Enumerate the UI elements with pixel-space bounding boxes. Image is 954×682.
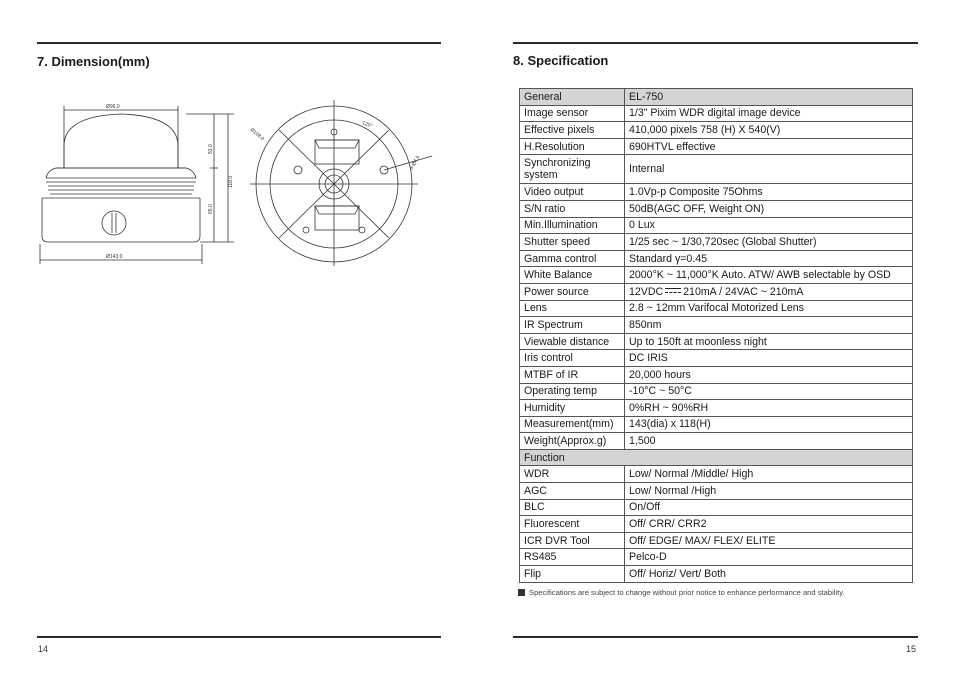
spec-key: AGC (520, 483, 625, 500)
spec-key: Fluorescent (520, 516, 625, 533)
spec-value: Standard γ=0.45 (625, 250, 913, 267)
spec-key: Flip (520, 566, 625, 583)
spec-value: 1/25 sec ~ 1/30,720sec (Global Shutter) (625, 234, 913, 251)
table-row (520, 532, 913, 549)
table-row (520, 566, 913, 583)
spec-value: Internal (625, 155, 913, 184)
spec-value-part: 12VDC (629, 285, 664, 298)
table-row (520, 400, 913, 417)
dim-angle: 120° (361, 120, 374, 130)
table-row (520, 105, 913, 122)
dim-dome-height: 53.0 (208, 144, 214, 154)
left-top-rule (37, 42, 441, 44)
table-row (520, 234, 913, 251)
table-row (520, 499, 913, 516)
spec-key: Iris control (520, 350, 625, 367)
spec-key: Effective pixels (520, 122, 625, 139)
spec-value: 850nm (625, 317, 913, 334)
spec-value: Off/ EDGE/ MAX/ FLEX/ ELITE (625, 532, 913, 549)
spec-value: 0%RH ~ 90%RH (625, 400, 913, 417)
dim-base-width: Ø143.0 (106, 254, 123, 260)
left-bottom-rule (37, 636, 441, 638)
dim-total-height: 118.0 (228, 175, 234, 188)
spec-value: 50dB(AGC OFF, Weight ON) (625, 200, 913, 217)
table-row (520, 433, 913, 450)
specification-table (519, 88, 913, 583)
spec-key: Image sensor (520, 105, 625, 122)
page-number-left: 14 (38, 644, 49, 654)
footnote (518, 588, 845, 597)
specification-heading: 8. Specification (513, 53, 609, 68)
spec-key: Operating temp (520, 383, 625, 400)
spec-model-value: EL-750 (625, 89, 913, 106)
spec-value: Low/ Normal /High (625, 483, 913, 500)
table-row (520, 366, 913, 383)
spec-key: IR Spectrum (520, 317, 625, 334)
table-row (520, 138, 913, 155)
table-row (520, 317, 913, 334)
spec-value: On/Off (625, 499, 913, 516)
spec-key: Weight(Approx.g) (520, 433, 625, 450)
spec-value: 20,000 hours (625, 366, 913, 383)
spec-key: Measurement(mm) (520, 416, 625, 433)
table-row (520, 283, 913, 300)
spec-key: Shutter speed (520, 234, 625, 251)
spec-key: RS485 (520, 549, 625, 566)
dimension-heading: 7. Dimension(mm) (37, 54, 150, 69)
spec-value: Pelco-D (625, 549, 913, 566)
spec-value: DC IRIS (625, 350, 913, 367)
table-row (520, 217, 913, 234)
table-row (520, 300, 913, 317)
spec-value: 1.0Vp-p Composite 75Ohms (625, 184, 913, 201)
spec-key: MTBF of IR (520, 366, 625, 383)
spec-value (625, 283, 913, 300)
spec-value: 143(dia) x 118(H) (625, 416, 913, 433)
spec-value: -10°C ~ 50°C (625, 383, 913, 400)
right-top-rule (513, 42, 918, 44)
right-bottom-rule (513, 636, 918, 638)
spec-key: Gamma control (520, 250, 625, 267)
dimension-drawing (36, 96, 436, 266)
table-row (520, 122, 913, 139)
spec-value: 1,500 (625, 433, 913, 450)
spec-key: Power source (520, 283, 625, 300)
spec-key: S/N ratio (520, 200, 625, 217)
spec-value: 410,000 pixels 758 (H) X 540(V) (625, 122, 913, 139)
spec-value: 2.8 ~ 12mm Varifocal Motorized Lens (625, 300, 913, 317)
spec-value: 1/3" Pixim WDR digital image device (625, 105, 913, 122)
spec-section-general (520, 89, 913, 106)
table-row (520, 466, 913, 483)
spec-key: Humidity (520, 400, 625, 417)
spec-value: Low/ Normal /Middle/ High (625, 466, 913, 483)
spec-value: Up to 150ft at moonless night (625, 333, 913, 350)
table-row (520, 333, 913, 350)
table-row (520, 516, 913, 533)
spec-section-function (520, 449, 913, 466)
spec-key: ICR DVR Tool (520, 532, 625, 549)
table-row (520, 383, 913, 400)
spec-key: WDR (520, 466, 625, 483)
table-row (520, 250, 913, 267)
page-number-right: 15 (906, 644, 917, 654)
spec-value: 690HTVL effective (625, 138, 913, 155)
spec-value-part: 210mA / 24VAC ~ 210mA (683, 285, 804, 298)
spec-value: 0 Lux (625, 217, 913, 234)
dim-holes: 3-Ø4.5 (408, 154, 422, 171)
bullet-square-icon (518, 589, 525, 596)
footnote-text: Specifications are subject to change without prior notice to enhance performance and stability. (529, 588, 845, 597)
dim-outer-diameter: Ø108.0 (248, 126, 266, 143)
spec-key: White Balance (520, 267, 625, 284)
spec-value: Off/ CRR/ CRR2 (625, 516, 913, 533)
table-row (520, 416, 913, 433)
spec-section-label: General (520, 89, 625, 106)
table-row (520, 155, 913, 184)
table-row (520, 350, 913, 367)
spec-value: Off/ Horiz/ Vert/ Both (625, 566, 913, 583)
dim-top-width: Ø96.0 (106, 104, 120, 110)
table-row (520, 200, 913, 217)
spec-key: Viewable distance (520, 333, 625, 350)
table-row (520, 483, 913, 500)
spec-key: Lens (520, 300, 625, 317)
table-row (520, 184, 913, 201)
spec-key: H.Resolution (520, 138, 625, 155)
table-row (520, 267, 913, 284)
spec-key: Synchronizing system (520, 155, 625, 184)
spec-key: BLC (520, 499, 625, 516)
spec-key: Min.Illumination (520, 217, 625, 234)
spec-key: Video output (520, 184, 625, 201)
table-row (520, 549, 913, 566)
spec-section-label: Function (520, 449, 913, 466)
dim-base-height: 65.0 (208, 204, 214, 214)
spec-value: 2000°K ~ 11,000°K Auto. ATW/ AWB selectable by OSD (625, 267, 913, 284)
dc-symbol-icon (665, 288, 681, 294)
